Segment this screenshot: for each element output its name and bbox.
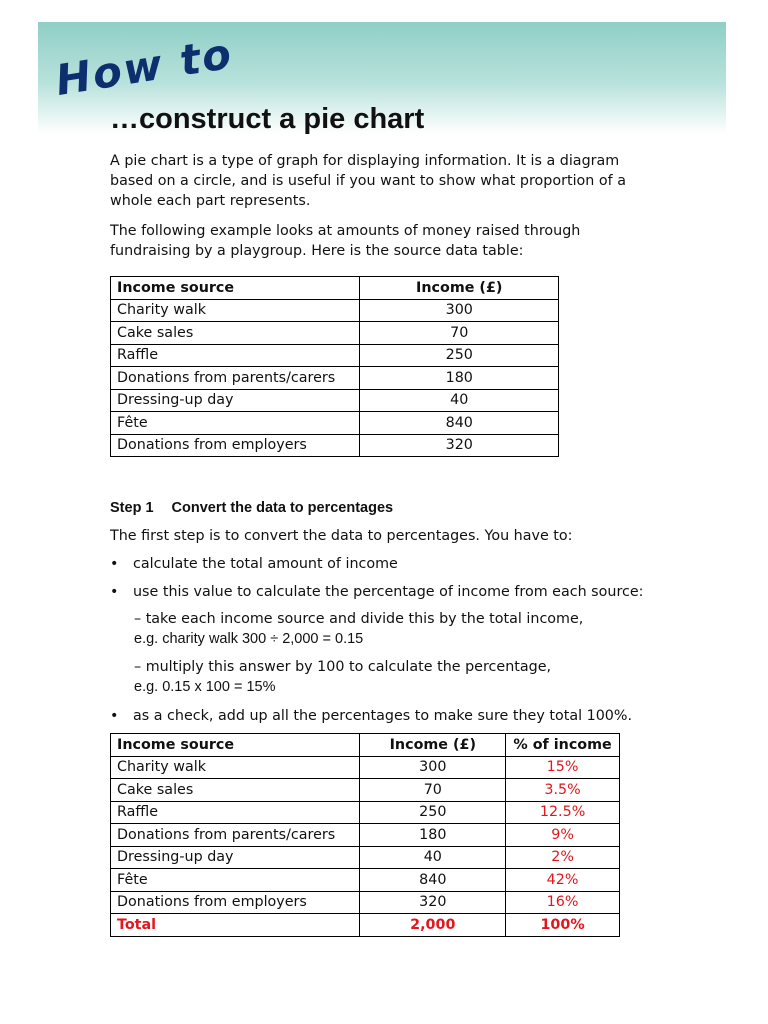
col-header-income: Income (£)	[360, 734, 506, 757]
income-source-cell: Donations from employers	[111, 891, 360, 914]
table-row	[111, 389, 559, 412]
how-to-heading: How to	[52, 28, 237, 105]
table-row	[111, 801, 620, 824]
table-row	[111, 846, 620, 869]
intro-paragraph-2: The following example looks at amounts of money raised through fundraising by a playgroup. Here is the source data table:	[110, 223, 581, 259]
percent-cell: 15%	[506, 756, 620, 779]
bullet-text: calculate the total amount of income	[133, 556, 398, 572]
income-cell: 300	[360, 299, 559, 322]
income-cell: 180	[360, 367, 559, 390]
income-cell: 840	[360, 869, 506, 892]
percent-cell: 16%	[506, 891, 620, 914]
sub-step-text: – take each income source and divide this by the total income,	[134, 611, 584, 627]
total-percent-cell: 100%	[506, 914, 620, 937]
col-header-income-source: Income source	[111, 734, 360, 757]
total-label-cell: Total	[111, 914, 360, 937]
table-row	[111, 756, 620, 779]
percentage-table	[110, 733, 620, 937]
step-1-intro: The first step is to convert the data to percentages. You have to:	[110, 528, 573, 544]
income-cell: 40	[360, 846, 506, 869]
col-header-income-source: Income source	[111, 277, 360, 300]
bullet-dot: •	[110, 556, 119, 572]
table-row	[111, 322, 559, 345]
percent-cell: 3.5%	[506, 779, 620, 802]
income-cell: 250	[360, 344, 559, 367]
table-row	[111, 344, 559, 367]
income-cell: 180	[360, 824, 506, 847]
income-source-cell: Dressing-up day	[111, 846, 360, 869]
income-cell: 70	[360, 779, 506, 802]
percent-cell: 12.5%	[506, 801, 620, 824]
table-row	[111, 869, 620, 892]
table-row	[111, 299, 559, 322]
income-source-cell: Donations from employers	[111, 434, 360, 457]
bullet-text: use this value to calculate the percentage of income from each source:	[133, 584, 644, 600]
income-cell: 40	[360, 389, 559, 412]
total-income-cell: 2,000	[360, 914, 506, 937]
income-source-cell: Charity walk	[111, 756, 360, 779]
table-row	[111, 412, 559, 435]
income-source-cell: Dressing-up day	[111, 389, 360, 412]
income-source-cell: Cake sales	[111, 779, 360, 802]
step-label: Step 1	[110, 500, 154, 516]
percent-cell: 42%	[506, 869, 620, 892]
step-title: Convert the data to percentages	[171, 500, 394, 516]
col-header-income: Income (£)	[360, 277, 559, 300]
table-row	[111, 367, 559, 390]
income-cell: 320	[360, 891, 506, 914]
income-source-cell: Raffle	[111, 801, 360, 824]
table-row	[111, 891, 620, 914]
income-cell: 840	[360, 412, 559, 435]
bullet-dot: •	[110, 708, 119, 724]
income-source-cell: Donations from parents/carers	[111, 824, 360, 847]
step-1-heading	[110, 500, 393, 516]
income-source-cell: Fête	[111, 412, 360, 435]
sub-step-multiply	[134, 657, 674, 697]
sub-step-divide	[134, 609, 674, 649]
intro-paragraph-1: A pie chart is a type of graph for displaying information. It is a diagram based on a circle, and is useful if you want to show what proportion of a whole each part represents.	[110, 153, 626, 209]
sub-step-example: e.g. 0.15 x 100 = 15%	[134, 679, 276, 695]
table-row	[111, 434, 559, 457]
bullet-dot: •	[110, 584, 119, 600]
sub-step-text: – multiply this answer by 100 to calculate the percentage,	[134, 659, 552, 675]
bullet-text: as a check, add up all the percentages to make sure they total 100%.	[133, 708, 633, 724]
table-row	[111, 824, 620, 847]
income-source-cell: Cake sales	[111, 322, 360, 345]
income-cell: 320	[360, 434, 559, 457]
percent-cell: 9%	[506, 824, 620, 847]
income-cell: 250	[360, 801, 506, 824]
income-cell: 70	[360, 322, 559, 345]
income-source-cell: Fête	[111, 869, 360, 892]
income-cell: 300	[360, 756, 506, 779]
income-source-cell: Charity walk	[111, 299, 360, 322]
percent-cell: 2%	[506, 846, 620, 869]
sub-step-example: e.g. charity walk 300 ÷ 2,000 = 0.15	[134, 631, 364, 647]
table-row	[111, 779, 620, 802]
col-header-percent: % of income	[506, 734, 620, 757]
table-header-row	[111, 277, 559, 300]
income-source-cell: Raffle	[111, 344, 360, 367]
page-title: …construct a pie chart	[110, 103, 425, 135]
table-header-row	[111, 734, 620, 757]
source-data-table	[110, 276, 559, 457]
income-source-cell: Donations from parents/carers	[111, 367, 360, 390]
total-row	[111, 914, 620, 937]
